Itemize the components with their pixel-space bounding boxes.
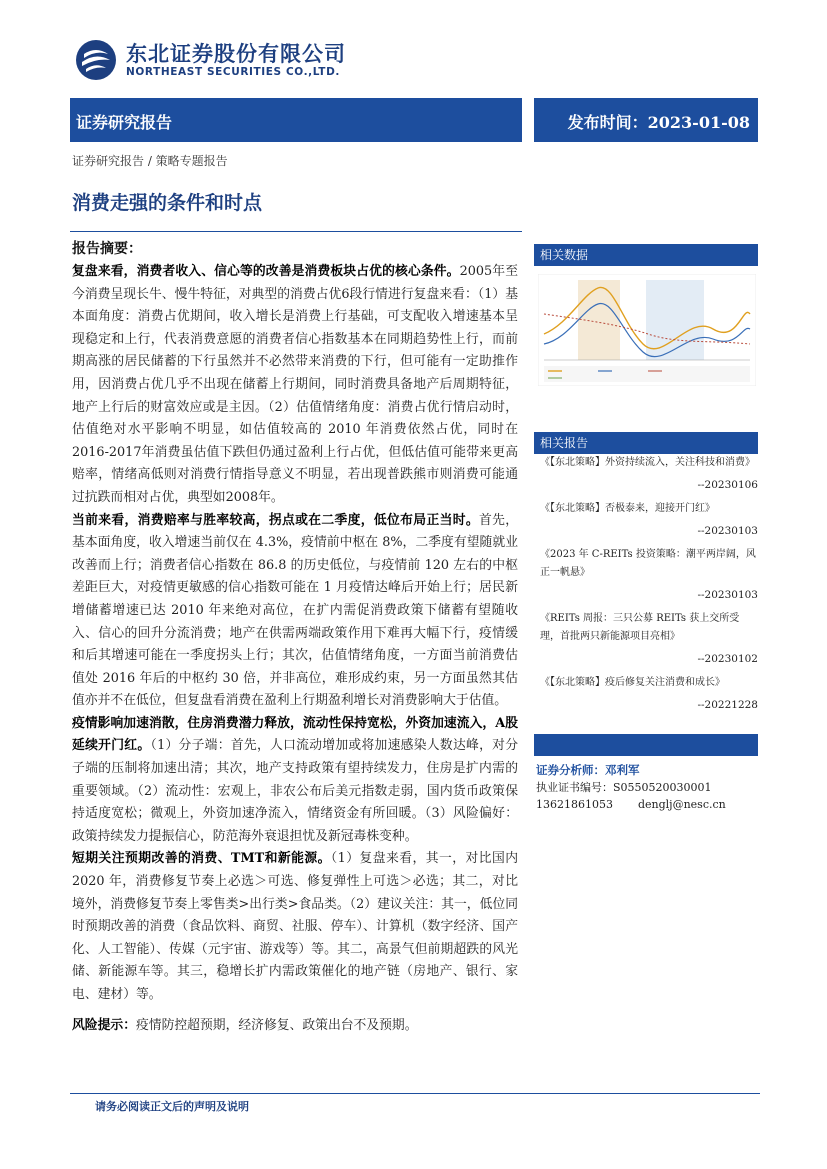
report-title[interactable]: 《2023 年 C-REITs 投资策略：潮平两岸阔，风正一帆悬》	[540, 549, 756, 578]
paragraph-text: 首先，基本面角度，收入增速当前仅在 4.3%，疫情前中枢在 8%，二季度有望随就业改善而上行；消费者信心指数在 86.8 的历史低位，与疫情前 120 左右的中枢差距巨大，对疫情更敏感的信心指数可能在 1 月疫情达峰后开始上行；居民新增储蓄增速已达 2010 年来绝对高位，在扩内需促消费政策下储蓄有望随收入、信心的回升分流消费；地产在供需两端政策作用下难再大幅下行，疫情缓和后其增速可能在一季度拐头上行；其次，估值情绪角度，一方面当前消费估值处 2016 年后的中枢约 30 倍，并非高位，难形成约束，另一方面虽然其估值亦并不在低位，但复盘看消费在盈利上行期盈利增长对消费影响大于估值。	[72, 512, 519, 709]
logo-emblem-icon	[74, 38, 118, 82]
risk-lead: 风险提示：	[72, 1017, 136, 1033]
report-date: --20230106	[697, 479, 758, 491]
report-type: 证券研究报告	[76, 113, 173, 132]
risk-paragraph	[72, 1015, 518, 1038]
paragraph	[72, 848, 518, 1006]
summary-body	[72, 261, 518, 1037]
paragraph	[72, 713, 518, 849]
report-title[interactable]: 《【东北策略】否极泰来，迎接开门红》	[540, 503, 715, 514]
report-type-banner	[70, 98, 522, 142]
report-item[interactable]	[540, 454, 758, 494]
report-item[interactable]	[540, 674, 758, 714]
paragraph-lead: 复盘来看，消费者收入、信心等的改善是消费板块占优的核心条件。	[72, 264, 460, 279]
analyst-contact	[536, 796, 758, 813]
paragraph-lead: 当前来看，消费赔率与胜率较高，拐点或在二季度，低位布局正当时。	[72, 512, 479, 528]
analyst-name: 证券分析师：邓利军	[536, 763, 640, 777]
analyst-info	[536, 762, 758, 813]
publish-date: 发布时间：2023-01-08	[567, 113, 750, 132]
related-reports-header: 相关报告	[534, 432, 758, 454]
breadcrumb: 证券研究报告 / 策略专题报告	[72, 154, 228, 168]
report-title[interactable]: 《【东北策略】疫后修复关注消费和成长》	[540, 677, 725, 688]
analyst-email[interactable]: denglj@nesc.cn	[637, 798, 726, 811]
divider	[70, 231, 522, 232]
report-item[interactable]	[540, 610, 758, 668]
analyst-header-bar	[534, 734, 758, 756]
publish-date-banner	[534, 98, 758, 142]
analyst-phone: 13621861053	[536, 798, 613, 811]
paragraph	[72, 510, 518, 713]
risk-text: 疫情防控超预期，经济修复、政策出台不及预期。	[135, 1017, 418, 1033]
report-title[interactable]: 《【东北策略】外资持续流入，关注科技和消费》	[540, 457, 755, 468]
paragraph-text: 2005年至今消费呈现长牛、慢牛特征，对典型的消费占优6段行情进行复盘来看：（1）基本面角度：消费占优期间，收入增长是消费上行基础，可支配收入增速基本呈现稳定和上行，代表消费意愿的消费者信心指数基本在同期趋势性上行，而前期高涨的居民储蓄的下行虽然并不必然带来消费的下行，但可能有一定助推作用，因消费占优几乎不出现在储蓄上行期间，同时消费具备地产后周期特征，地产上行后的财富效应或是主因。（2）估值情绪角度：消费占优行情启动时，估值绝对水平影响不明显，如估值较高的 2010 年消费依然占优，同时在2016-2017年消费虽估值下跌但仍通过盈利上行占优，但低估值可能带来更高赔率，情绪高低则对消费行情指导意义不明显，若出现普跌熊市则消费可能通过抗跌而相对占优，典型如2008年。	[72, 264, 518, 505]
report-date: --20230103	[697, 589, 758, 601]
report-title[interactable]: 《REITs 周报：三只公募 REITs 获上交所受理，首批两只新能源项目亮相》	[540, 613, 740, 642]
chart-legend	[544, 366, 750, 382]
footer-divider	[70, 1093, 760, 1094]
paragraph-text: （1）复盘来看，其一，对比国内 2020 年，消费修复节奏上必选＞可选、修复弹性上可选＞必选；其二，对比境外，消费修复节奏上零售类>出行类>食品类。（2）建议关注：其一，低位同时预期改善的消费（食品饮料、商贸、社服、停车）、计算机（数字经济、国产化、人工智能）、传媒（元宇宙、游戏等）等。其二，高景气但前期超跌的风光储、新能源车等。其三，稳增长扩内需政策催化的地产链（房地产、银行、家电、建材）等。	[72, 851, 518, 1002]
report-date: --20230102	[697, 653, 758, 665]
company-name-en: NORTHEAST SECURITIES CO.,LTD.	[126, 66, 340, 78]
paragraph-text: （1）分子端：首先，人口流动增加或将加速感染人数达峰，对分子端的压制将加速出清；其次，地产支持政策有望持续发力，住房是扩内需的重要领域。（2）流动性：宏观上，非农公布后美元指数走弱，国内货币政策保持适度宽松；微观上，外资加速净流入，情绪资金有所回暖。（3）风险偏好：政策持续发力提振信心，防范海外衰退担忧及新冠毒株变种。	[72, 738, 519, 844]
paragraph-lead: 短期关注预期改善的消费、TMT和新能源。	[72, 851, 331, 867]
footer-disclaimer[interactable]: 请务必阅读正文后的声明及说明	[95, 1100, 249, 1113]
company-logo	[74, 36, 374, 86]
related-data-header: 相关数据	[534, 244, 758, 266]
report-date: --20230103	[697, 525, 758, 537]
related-data-chart	[538, 274, 756, 386]
summary-heading: 报告摘要：	[72, 241, 142, 257]
analyst-license: 执业证书编号：S0550520030001	[536, 781, 712, 794]
related-reports-list	[540, 454, 758, 720]
paragraph	[72, 261, 518, 510]
company-name-cn: 东北证券股份有限公司	[126, 42, 346, 66]
report-date: --20221228	[697, 699, 758, 711]
report-item[interactable]	[540, 546, 758, 604]
report-item[interactable]	[540, 500, 758, 540]
paragraph-lead: 疫情影响加速消散，住房消费潜力释放，流动性保持宽松，外资加速流入，A股延续开门红。	[72, 715, 518, 754]
page-title: 消费走强的条件和时点	[72, 192, 263, 214]
chart-shade-region	[646, 280, 704, 360]
